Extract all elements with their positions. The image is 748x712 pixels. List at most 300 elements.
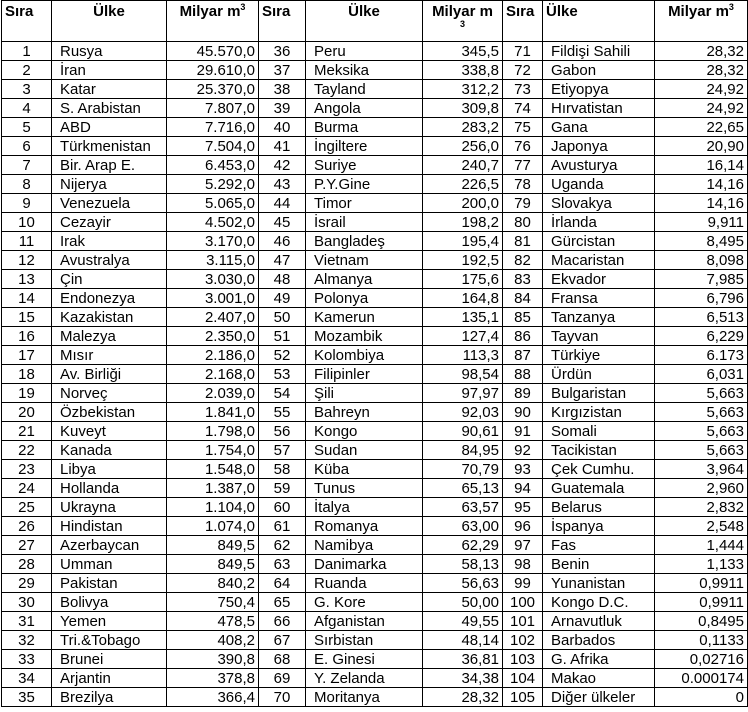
rank-cell: 58 (259, 460, 306, 479)
value-cell: 50,00 (423, 593, 503, 612)
table-row (2, 555, 748, 574)
value-cell: 8,495 (655, 232, 748, 251)
value-cell: 1,444 (655, 536, 748, 555)
rank-cell: 68 (259, 650, 306, 669)
value-cell: 164,8 (423, 289, 503, 308)
rank-cell: 97 (503, 536, 543, 555)
table-row (2, 517, 748, 536)
value-cell: 6,031 (655, 365, 748, 384)
table-body (2, 42, 748, 707)
rank-cell: 60 (259, 498, 306, 517)
table-row (2, 384, 748, 403)
country-cell: Etiyopya (543, 80, 655, 99)
value-cell: 5,663 (655, 384, 748, 403)
table-row (2, 688, 748, 707)
country-cell: İrlanda (543, 213, 655, 232)
country-cell: Danimarka (306, 555, 423, 574)
country-cell: G. Afrika (543, 650, 655, 669)
country-cell: Kolombiya (306, 346, 423, 365)
rank-cell: 87 (503, 346, 543, 365)
rank-cell: 56 (259, 422, 306, 441)
header-rank-3: Sıra (503, 1, 543, 42)
rank-cell: 25 (2, 498, 52, 517)
value-cell: 1.841,0 (167, 403, 259, 422)
country-cell: ABD (52, 118, 167, 137)
country-cell: Peru (306, 42, 423, 61)
rank-cell: 99 (503, 574, 543, 593)
rank-cell: 42 (259, 156, 306, 175)
value-cell: 24,92 (655, 99, 748, 118)
value-cell: 0,8495 (655, 612, 748, 631)
country-cell: Ruanda (306, 574, 423, 593)
country-cell: P.Y.Gine (306, 175, 423, 194)
value-cell: 3.030,0 (167, 270, 259, 289)
country-cell: İngiltere (306, 137, 423, 156)
rank-cell: 22 (2, 441, 52, 460)
country-cell: Vietnam (306, 251, 423, 270)
value-cell: 3.115,0 (167, 251, 259, 270)
rank-cell: 93 (503, 460, 543, 479)
table-row (2, 61, 748, 80)
value-cell: 750,4 (167, 593, 259, 612)
country-cell: Kongo (306, 422, 423, 441)
header-value-3 (655, 1, 748, 42)
country-cell: Gabon (543, 61, 655, 80)
value-cell: 1.754,0 (167, 441, 259, 460)
country-cell: Timor (306, 194, 423, 213)
rank-cell: 47 (259, 251, 306, 270)
header-country-2: Ülke (306, 1, 423, 42)
rank-cell: 82 (503, 251, 543, 270)
country-cell: Çin (52, 270, 167, 289)
rank-cell: 43 (259, 175, 306, 194)
rank-cell: 73 (503, 80, 543, 99)
value-cell: 198,2 (423, 213, 503, 232)
value-cell: 24,92 (655, 80, 748, 99)
value-cell: 226,5 (423, 175, 503, 194)
country-cell: Guatemala (543, 479, 655, 498)
table-row (2, 498, 748, 517)
rank-cell: 46 (259, 232, 306, 251)
country-cell: Barbados (543, 631, 655, 650)
country-cell: Bir. Arap E. (52, 156, 167, 175)
table-row (2, 479, 748, 498)
rank-cell: 72 (503, 61, 543, 80)
value-cell: 6,229 (655, 327, 748, 346)
rank-cell: 49 (259, 289, 306, 308)
country-cell: Avusturya (543, 156, 655, 175)
table-row (2, 42, 748, 61)
country-cell: Slovakya (543, 194, 655, 213)
country-cell: Polonya (306, 289, 423, 308)
country-cell: Çek Cumhu. (543, 460, 655, 479)
country-cell: Moritanya (306, 688, 423, 707)
country-cell: Kongo D.C. (543, 593, 655, 612)
value-cell: 6,513 (655, 308, 748, 327)
country-cell: Azerbaycan (52, 536, 167, 555)
country-cell: Sudan (306, 441, 423, 460)
country-cell: Diğer ülkeler (543, 688, 655, 707)
country-cell: Meksika (306, 61, 423, 80)
rank-cell: 91 (503, 422, 543, 441)
rank-cell: 5 (2, 118, 52, 137)
header-rank-1: Sıra (2, 1, 52, 42)
country-cell: Bahreyn (306, 403, 423, 422)
country-cell: Arnavutluk (543, 612, 655, 631)
value-cell: 2,960 (655, 479, 748, 498)
country-cell: İsrail (306, 213, 423, 232)
rank-cell: 1 (2, 42, 52, 61)
value-cell: 309,8 (423, 99, 503, 118)
country-cell: Bolivya (52, 593, 167, 612)
value-cell: 2,548 (655, 517, 748, 536)
header-value-2 (423, 1, 503, 42)
rank-cell: 20 (2, 403, 52, 422)
rank-cell: 62 (259, 536, 306, 555)
country-cell: Pakistan (52, 574, 167, 593)
country-cell: Türkiye (543, 346, 655, 365)
value-cell: 390,8 (167, 650, 259, 669)
value-cell: 63,57 (423, 498, 503, 517)
value-cell: 6.173 (655, 346, 748, 365)
country-cell: G. Kore (306, 593, 423, 612)
rank-cell: 71 (503, 42, 543, 61)
table-row (2, 346, 748, 365)
value-cell: 29.610,0 (167, 61, 259, 80)
rank-cell: 64 (259, 574, 306, 593)
rank-cell: 3 (2, 80, 52, 99)
header-value-2-sup: 3 (459, 19, 465, 29)
country-cell: Afganistan (306, 612, 423, 631)
gas-reserves-table (1, 0, 748, 707)
rank-cell: 4 (2, 99, 52, 118)
country-cell: Somali (543, 422, 655, 441)
rank-cell: 15 (2, 308, 52, 327)
country-cell: Malezya (52, 327, 167, 346)
rank-cell: 50 (259, 308, 306, 327)
country-cell: Av. Birliği (52, 365, 167, 384)
value-cell: 478,5 (167, 612, 259, 631)
rank-cell: 66 (259, 612, 306, 631)
value-cell: 45.570,0 (167, 42, 259, 61)
country-cell: Hırvatistan (543, 99, 655, 118)
rank-cell: 57 (259, 441, 306, 460)
country-cell: Sırbistan (306, 631, 423, 650)
value-cell: 63,00 (423, 517, 503, 536)
value-cell: 58,13 (423, 555, 503, 574)
rank-cell: 14 (2, 289, 52, 308)
rank-cell: 63 (259, 555, 306, 574)
country-cell: Arjantin (52, 669, 167, 688)
value-cell: 6,796 (655, 289, 748, 308)
rank-cell: 81 (503, 232, 543, 251)
value-cell: 6.453,0 (167, 156, 259, 175)
value-cell: 0 (655, 688, 748, 707)
value-cell: 9,911 (655, 213, 748, 232)
rank-cell: 70 (259, 688, 306, 707)
rank-cell: 33 (2, 650, 52, 669)
table-row (2, 460, 748, 479)
value-cell: 127,4 (423, 327, 503, 346)
value-cell: 135,1 (423, 308, 503, 327)
rank-cell: 12 (2, 251, 52, 270)
country-cell: Kamerun (306, 308, 423, 327)
rank-cell: 104 (503, 669, 543, 688)
value-cell: 3.170,0 (167, 232, 259, 251)
value-cell: 195,4 (423, 232, 503, 251)
country-cell: Filipinler (306, 365, 423, 384)
value-cell: 849,5 (167, 536, 259, 555)
value-cell: 338,8 (423, 61, 503, 80)
country-cell: Kazakistan (52, 308, 167, 327)
rank-cell: 74 (503, 99, 543, 118)
table-row (2, 441, 748, 460)
value-cell: 65,13 (423, 479, 503, 498)
country-cell: Belarus (543, 498, 655, 517)
country-cell: Kırgızistan (543, 403, 655, 422)
value-cell: 97,97 (423, 384, 503, 403)
table-row (2, 536, 748, 555)
table-row (2, 422, 748, 441)
rank-cell: 41 (259, 137, 306, 156)
country-cell: Mısır (52, 346, 167, 365)
rank-cell: 26 (2, 517, 52, 536)
country-cell: Tacikistan (543, 441, 655, 460)
country-cell: Uganda (543, 175, 655, 194)
value-cell: 256,0 (423, 137, 503, 156)
country-cell: Gürcistan (543, 232, 655, 251)
rank-cell: 28 (2, 555, 52, 574)
country-cell: Şili (306, 384, 423, 403)
rank-cell: 84 (503, 289, 543, 308)
country-cell: Küba (306, 460, 423, 479)
value-cell: 0,02716 (655, 650, 748, 669)
country-cell: Angola (306, 99, 423, 118)
value-cell: 408,2 (167, 631, 259, 650)
table-row (2, 574, 748, 593)
rank-cell: 102 (503, 631, 543, 650)
value-cell: 1,133 (655, 555, 748, 574)
value-cell: 14,16 (655, 175, 748, 194)
country-cell: İran (52, 61, 167, 80)
rank-cell: 83 (503, 270, 543, 289)
rank-cell: 17 (2, 346, 52, 365)
country-cell: İspanya (543, 517, 655, 536)
value-cell: 49,55 (423, 612, 503, 631)
value-cell: 7.716,0 (167, 118, 259, 137)
table-row (2, 251, 748, 270)
country-cell: Ekvador (543, 270, 655, 289)
rank-cell: 67 (259, 631, 306, 650)
rank-cell: 65 (259, 593, 306, 612)
value-cell: 2.186,0 (167, 346, 259, 365)
country-cell: E. Ginesi (306, 650, 423, 669)
table-row (2, 99, 748, 118)
value-cell: 0,9911 (655, 593, 748, 612)
value-cell: 7.807,0 (167, 99, 259, 118)
rank-cell: 75 (503, 118, 543, 137)
rank-cell: 59 (259, 479, 306, 498)
value-cell: 20,90 (655, 137, 748, 156)
value-cell: 1.798,0 (167, 422, 259, 441)
value-cell: 5,663 (655, 422, 748, 441)
header-value-1-text: Milyar m (179, 3, 241, 20)
value-cell: 1.548,0 (167, 460, 259, 479)
rank-cell: 80 (503, 213, 543, 232)
country-cell: Mozambik (306, 327, 423, 346)
rank-cell: 77 (503, 156, 543, 175)
value-cell: 283,2 (423, 118, 503, 137)
rank-cell: 45 (259, 213, 306, 232)
country-cell: Yemen (52, 612, 167, 631)
country-cell: Kanada (52, 441, 167, 460)
value-cell: 7,985 (655, 270, 748, 289)
rank-cell: 79 (503, 194, 543, 213)
country-cell: Rusya (52, 42, 167, 61)
country-cell: Gana (543, 118, 655, 137)
value-cell: 2.350,0 (167, 327, 259, 346)
country-cell: Yunanistan (543, 574, 655, 593)
table-row (2, 213, 748, 232)
rank-cell: 103 (503, 650, 543, 669)
value-cell: 28,32 (655, 42, 748, 61)
value-cell: 22,65 (655, 118, 748, 137)
country-cell: Venezuela (52, 194, 167, 213)
value-cell: 113,3 (423, 346, 503, 365)
country-cell: Nijerya (52, 175, 167, 194)
table-row (2, 137, 748, 156)
value-cell: 92,03 (423, 403, 503, 422)
value-cell: 28,32 (655, 61, 748, 80)
country-cell: Hollanda (52, 479, 167, 498)
rank-cell: 37 (259, 61, 306, 80)
value-cell: 70,79 (423, 460, 503, 479)
country-cell: Romanya (306, 517, 423, 536)
rank-cell: 88 (503, 365, 543, 384)
value-cell: 5,663 (655, 403, 748, 422)
country-cell: Brunei (52, 650, 167, 669)
rank-cell: 35 (2, 688, 52, 707)
country-cell: Irak (52, 232, 167, 251)
rank-cell: 96 (503, 517, 543, 536)
value-cell: 25.370,0 (167, 80, 259, 99)
table-row (2, 365, 748, 384)
value-cell: 378,8 (167, 669, 259, 688)
value-cell: 84,95 (423, 441, 503, 460)
rank-cell: 34 (2, 669, 52, 688)
value-cell: 345,5 (423, 42, 503, 61)
rank-cell: 69 (259, 669, 306, 688)
table-row (2, 80, 748, 99)
rank-cell: 31 (2, 612, 52, 631)
rank-cell: 19 (2, 384, 52, 403)
rank-cell: 30 (2, 593, 52, 612)
table-row (2, 232, 748, 251)
value-cell: 200,0 (423, 194, 503, 213)
header-country-1: Ülke (52, 1, 167, 42)
rank-cell: 21 (2, 422, 52, 441)
country-cell: Burma (306, 118, 423, 137)
value-cell: 28,32 (423, 688, 503, 707)
table-row (2, 669, 748, 688)
value-cell: 16,14 (655, 156, 748, 175)
country-cell: Ukrayna (52, 498, 167, 517)
rank-cell: 9 (2, 194, 52, 213)
rank-cell: 98 (503, 555, 543, 574)
value-cell: 0,9911 (655, 574, 748, 593)
country-cell: Namibya (306, 536, 423, 555)
country-cell: Benin (543, 555, 655, 574)
value-cell: 56,63 (423, 574, 503, 593)
country-cell: Cezayir (52, 213, 167, 232)
country-cell: Libya (52, 460, 167, 479)
country-cell: Kuveyt (52, 422, 167, 441)
country-cell: Fransa (543, 289, 655, 308)
rank-cell: 11 (2, 232, 52, 251)
value-cell: 192,5 (423, 251, 503, 270)
table-row (2, 403, 748, 422)
header-value-1 (167, 1, 259, 42)
rank-cell: 23 (2, 460, 52, 479)
country-cell: Ürdün (543, 365, 655, 384)
rank-cell: 52 (259, 346, 306, 365)
value-cell: 14,16 (655, 194, 748, 213)
value-cell: 240,7 (423, 156, 503, 175)
rank-cell: 32 (2, 631, 52, 650)
rank-cell: 90 (503, 403, 543, 422)
rank-cell: 48 (259, 270, 306, 289)
country-cell: Tanzanya (543, 308, 655, 327)
table-row (2, 118, 748, 137)
rank-cell: 92 (503, 441, 543, 460)
value-cell: 36,81 (423, 650, 503, 669)
rank-cell: 16 (2, 327, 52, 346)
value-cell: 175,6 (423, 270, 503, 289)
value-cell: 1.074,0 (167, 517, 259, 536)
table-row (2, 289, 748, 308)
country-cell: Hindistan (52, 517, 167, 536)
rank-cell: 44 (259, 194, 306, 213)
value-cell: 5.065,0 (167, 194, 259, 213)
country-cell: Avustralya (52, 251, 167, 270)
country-cell: Fildişi Sahili (543, 42, 655, 61)
table-row (2, 631, 748, 650)
rank-cell: 8 (2, 175, 52, 194)
value-cell: 849,5 (167, 555, 259, 574)
country-cell: Tayvan (543, 327, 655, 346)
rank-cell: 29 (2, 574, 52, 593)
table-row (2, 308, 748, 327)
country-cell: Fas (543, 536, 655, 555)
value-cell: 2.039,0 (167, 384, 259, 403)
value-cell: 4.502,0 (167, 213, 259, 232)
country-cell: Tunus (306, 479, 423, 498)
rank-cell: 7 (2, 156, 52, 175)
value-cell: 2.168,0 (167, 365, 259, 384)
value-cell: 5,663 (655, 441, 748, 460)
country-cell: Tri.&Tobago (52, 631, 167, 650)
rank-cell: 55 (259, 403, 306, 422)
value-cell: 98,54 (423, 365, 503, 384)
header-country-3: Ülke (543, 1, 655, 42)
value-cell: 90,61 (423, 422, 503, 441)
country-cell: Endonezya (52, 289, 167, 308)
country-cell: Özbekistan (52, 403, 167, 422)
value-cell: 5.292,0 (167, 175, 259, 194)
rank-cell: 95 (503, 498, 543, 517)
rank-cell: 51 (259, 327, 306, 346)
country-cell: Suriye (306, 156, 423, 175)
